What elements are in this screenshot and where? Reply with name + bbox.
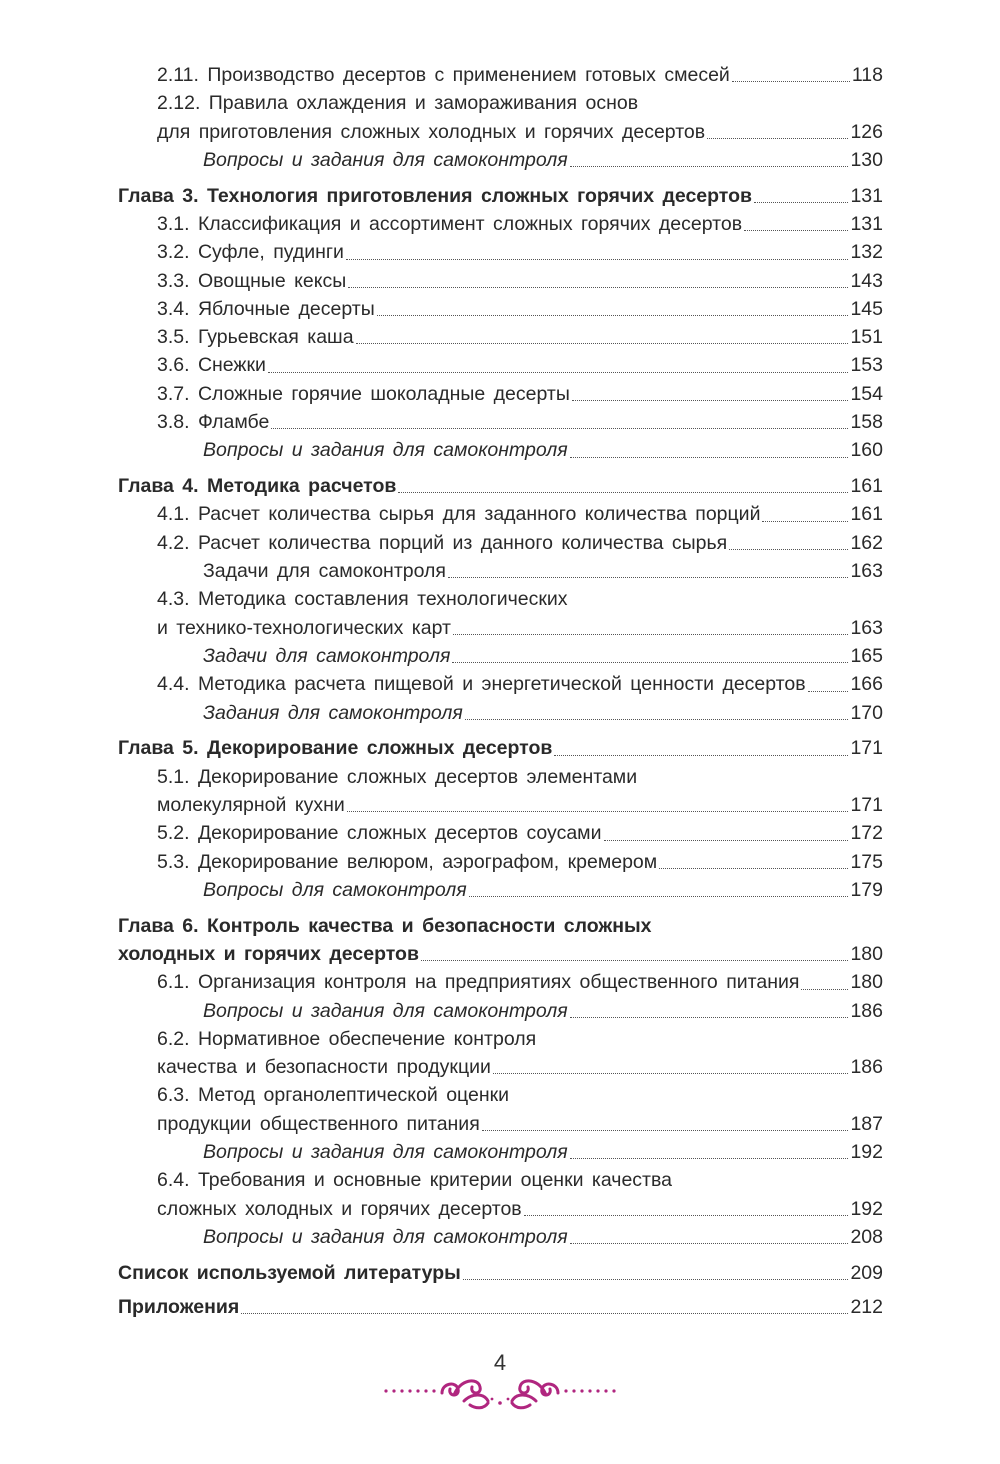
dot-leader [754,202,848,203]
dot-leader [762,521,848,522]
dot-leader [347,811,849,812]
toc-entry-title: Приложения [118,1295,240,1318]
dot-leader [524,1215,849,1216]
toc-section-entry [118,1110,883,1138]
toc-entry-title: Вопросы и задания для самоконтроля [203,148,568,171]
toc-section-entry [118,118,883,146]
dot-leader [421,960,849,961]
dot-leader [398,492,848,493]
toc-entry-title: 3.2. Суфле, пудинги [157,241,344,264]
dot-leader [729,549,848,550]
toc-section-entry [118,585,883,613]
toc-page-number: 161 [850,503,883,526]
dot-leader [482,1130,849,1131]
toc-entry-title: холодных и горячих десертов [118,942,419,965]
dot-leader [570,1243,849,1244]
toc-entry-title: 3.8. Фламбе [157,411,270,434]
toc-subentry [118,642,883,670]
toc-page-number: 165 [850,644,883,667]
toc-page-number: 175 [850,850,883,873]
toc-section-entry [118,323,883,351]
dot-leader [801,989,848,990]
toc-entry-title: 5.1. Декорирование сложных десертов элементами [157,765,638,788]
toc-entry-title: 3.6. Снежки [157,354,266,377]
toc-page-number: 131 [850,212,883,235]
toc-subentry [118,997,883,1025]
toc-entry-title: 3.1. Классификация и ассортимент сложных горячих десертов [157,212,743,235]
toc-page-number: 143 [850,269,883,292]
toc-entry-title: Глава 6. Контроль качества и безопасности сложных [118,914,652,937]
toc-page-number: 172 [850,822,883,845]
toc-page-number: 171 [850,737,883,760]
dot-leader [469,896,849,897]
toc-entry-title: Задачи для самоконтроля [203,644,451,667]
toc-entry-title: качества и безопасности продукции [157,1056,491,1079]
toc-page-number: 126 [850,120,883,143]
dot-leader [377,315,849,316]
dot-leader [744,230,848,231]
toc-entry-title: молекулярной кухни [157,793,345,816]
toc-page-number: 153 [850,354,883,377]
toc-section-entry [118,819,883,847]
toc-entry-title: 3.4. Яблочные десерты [157,297,375,320]
toc-entry-title: 3.7. Сложные горячие шоколадные десерты [157,382,570,405]
toc-section-entry [118,295,883,323]
toc-page-number: 209 [850,1261,883,1284]
toc-section-entry [118,529,883,557]
toc-page-number: 145 [850,297,883,320]
toc-entry-title: Глава 4. Методика расчетов [118,475,397,498]
dot-leader [808,691,849,692]
dot-leader [241,1313,848,1314]
toc-entry-title: 6.1. Организация контроля на предприятиях общественного питания [157,971,800,994]
dot-leader [659,868,848,869]
toc-section-entry [118,1195,883,1223]
toc-page-number: 186 [850,999,883,1022]
dot-leader [570,1158,849,1159]
dot-leader [448,577,848,578]
toc-page-number: 161 [850,475,883,498]
toc-page-number: 171 [850,793,883,816]
toc-section-entry [118,500,883,528]
toc-chapter-entry [118,1259,883,1287]
toc-page-number: 192 [850,1140,883,1163]
toc-subentry [118,146,883,174]
toc-entry-title: Глава 5. Декорирование сложных десертов [118,737,553,760]
toc-section-entry [118,670,883,698]
toc-entry-title: 6.4. Требования и основные критерии оценки качества [157,1169,672,1192]
toc-section-entry [118,351,883,379]
toc-section-entry [118,968,883,996]
toc-section-entry [118,1081,883,1109]
dot-leader [570,1017,849,1018]
toc-page-number: 163 [850,616,883,639]
toc-entry-title: 6.2. Нормативное обеспечение контроля [157,1027,537,1050]
toc-entry-title: Задания для самоконтроля [203,701,463,724]
toc-entry-title: Вопросы и задания для самоконтроля [203,439,568,462]
toc-entry-title: 5.2. Декорирование сложных десертов соусами [157,822,602,845]
dot-leader [554,755,848,756]
dot-leader [452,662,848,663]
dot-leader [707,138,848,139]
toc-entry-title: сложных холодных и горячих десертов [157,1197,522,1220]
toc-page-number: 170 [850,701,883,724]
toc-page-number: 180 [850,942,883,965]
dot-leader [348,287,848,288]
toc-entry-title: 2.11. Производство десертов с применением готовых смесей [157,64,730,86]
toc-entry-title: 4.3. Методика составления технологических [157,588,568,611]
toc-section-entry [118,1053,883,1081]
toc-entry-title: Вопросы и задания для самоконтроля [203,1140,568,1163]
toc-page-number: 186 [850,1056,883,1079]
toc-subentry [118,876,883,904]
toc-page-number: 192 [850,1197,883,1220]
toc-section-entry [118,848,883,876]
toc-subentry [118,1138,883,1166]
toc-page-number: 208 [850,1225,883,1248]
toc-entry-title: 3.3. Овощные кексы [157,269,347,292]
toc-entry-title: 4.2. Расчет количества порций из данного количества сырья [157,531,728,554]
toc-subentry [118,436,883,464]
dot-leader [346,259,849,260]
toc-subentry [118,557,883,585]
dot-leader [453,634,849,635]
toc-page-number: 163 [850,560,883,583]
toc-section-entry [118,791,883,819]
toc-section-entry [118,61,883,89]
dot-leader [465,719,849,720]
toc-entry-title: 4.4. Методика расчета пищевой и энергетической ценности десертов [157,673,806,696]
toc-page-number: 166 [850,673,883,696]
toc-chapter-entry [118,472,883,500]
dot-leader [732,81,850,82]
toc-entry-title: Вопросы и задания для самоконтроля [203,1225,568,1248]
toc-section-entry [118,380,883,408]
dot-leader [356,343,849,344]
toc-entry-title: Вопросы и задания для самоконтроля [203,999,568,1022]
toc-section-entry [118,89,883,117]
toc-section-entry [118,763,883,791]
toc-chapter-entry [118,182,883,210]
dot-leader [271,428,848,429]
dot-leader [493,1073,849,1074]
page-number: 4 [493,1350,507,1375]
toc-entry-title: 4.1. Расчет количества сырья для заданного количества порций [157,503,761,526]
toc-entry-title: Вопросы для самоконтроля [203,878,467,901]
toc-section-entry [118,1025,883,1053]
toc-page-number: 160 [850,439,883,462]
decorative-ornament-icon [380,1375,620,1415]
table-of-contents [118,61,883,1321]
toc-entry-title: 2.12. Правила охлаждения и замораживания основ [157,92,639,115]
toc-page-number: 180 [850,971,883,994]
toc-chapter-entry [118,1293,883,1321]
toc-entry-title: Список используемой литературы [118,1261,461,1284]
toc-page-number: 179 [850,878,883,901]
toc-section-entry [118,238,883,266]
toc-page-number: 132 [850,241,883,264]
ornament-dots-right [564,1389,615,1392]
dot-leader [268,372,849,373]
toc-page-number: 162 [850,531,883,554]
toc-page-number: 154 [850,382,883,405]
toc-entry-title: 3.5. Гурьевская каша [157,326,354,349]
dot-leader [463,1279,849,1280]
toc-page-number: 130 [850,148,883,171]
toc-entry-title: 6.3. Метод органолептической оценки [157,1084,510,1107]
dot-leader [604,840,849,841]
toc-page-number: 187 [850,1112,883,1135]
toc-entry-title: для приготовления сложных холодных и горячих десертов [157,120,706,143]
dot-leader [570,166,849,167]
toc-page-number: 131 [850,184,883,207]
dot-leader [570,457,849,458]
toc-entry-title: продукции общественного питания [157,1112,480,1135]
ornament-dots-left [384,1389,435,1392]
toc-page-number: 158 [850,411,883,434]
toc-page-number: 118 [851,64,883,86]
toc-entry-title: и технико-технологических карт [157,616,451,639]
toc-page-number: 212 [850,1295,883,1318]
toc-section-entry [118,408,883,436]
toc-section-entry [118,614,883,642]
toc-page-number: 151 [850,326,883,349]
toc-entry-title: 5.3. Декорирование велюром, аэрографом, кремером [157,850,658,873]
toc-entry-title: Глава 3. Технология приготовления сложных горячих десертов [118,184,752,207]
toc-section-entry [118,267,883,295]
toc-subentry [118,699,883,727]
dot-leader [572,400,849,401]
toc-chapter-entry [118,940,883,968]
toc-section-entry [118,1166,883,1194]
toc-chapter-entry [118,912,883,940]
toc-entry-title: Задачи для самоконтроля [203,560,446,583]
toc-section-entry [118,210,883,238]
toc-subentry [118,1223,883,1251]
toc-chapter-entry [118,734,883,762]
